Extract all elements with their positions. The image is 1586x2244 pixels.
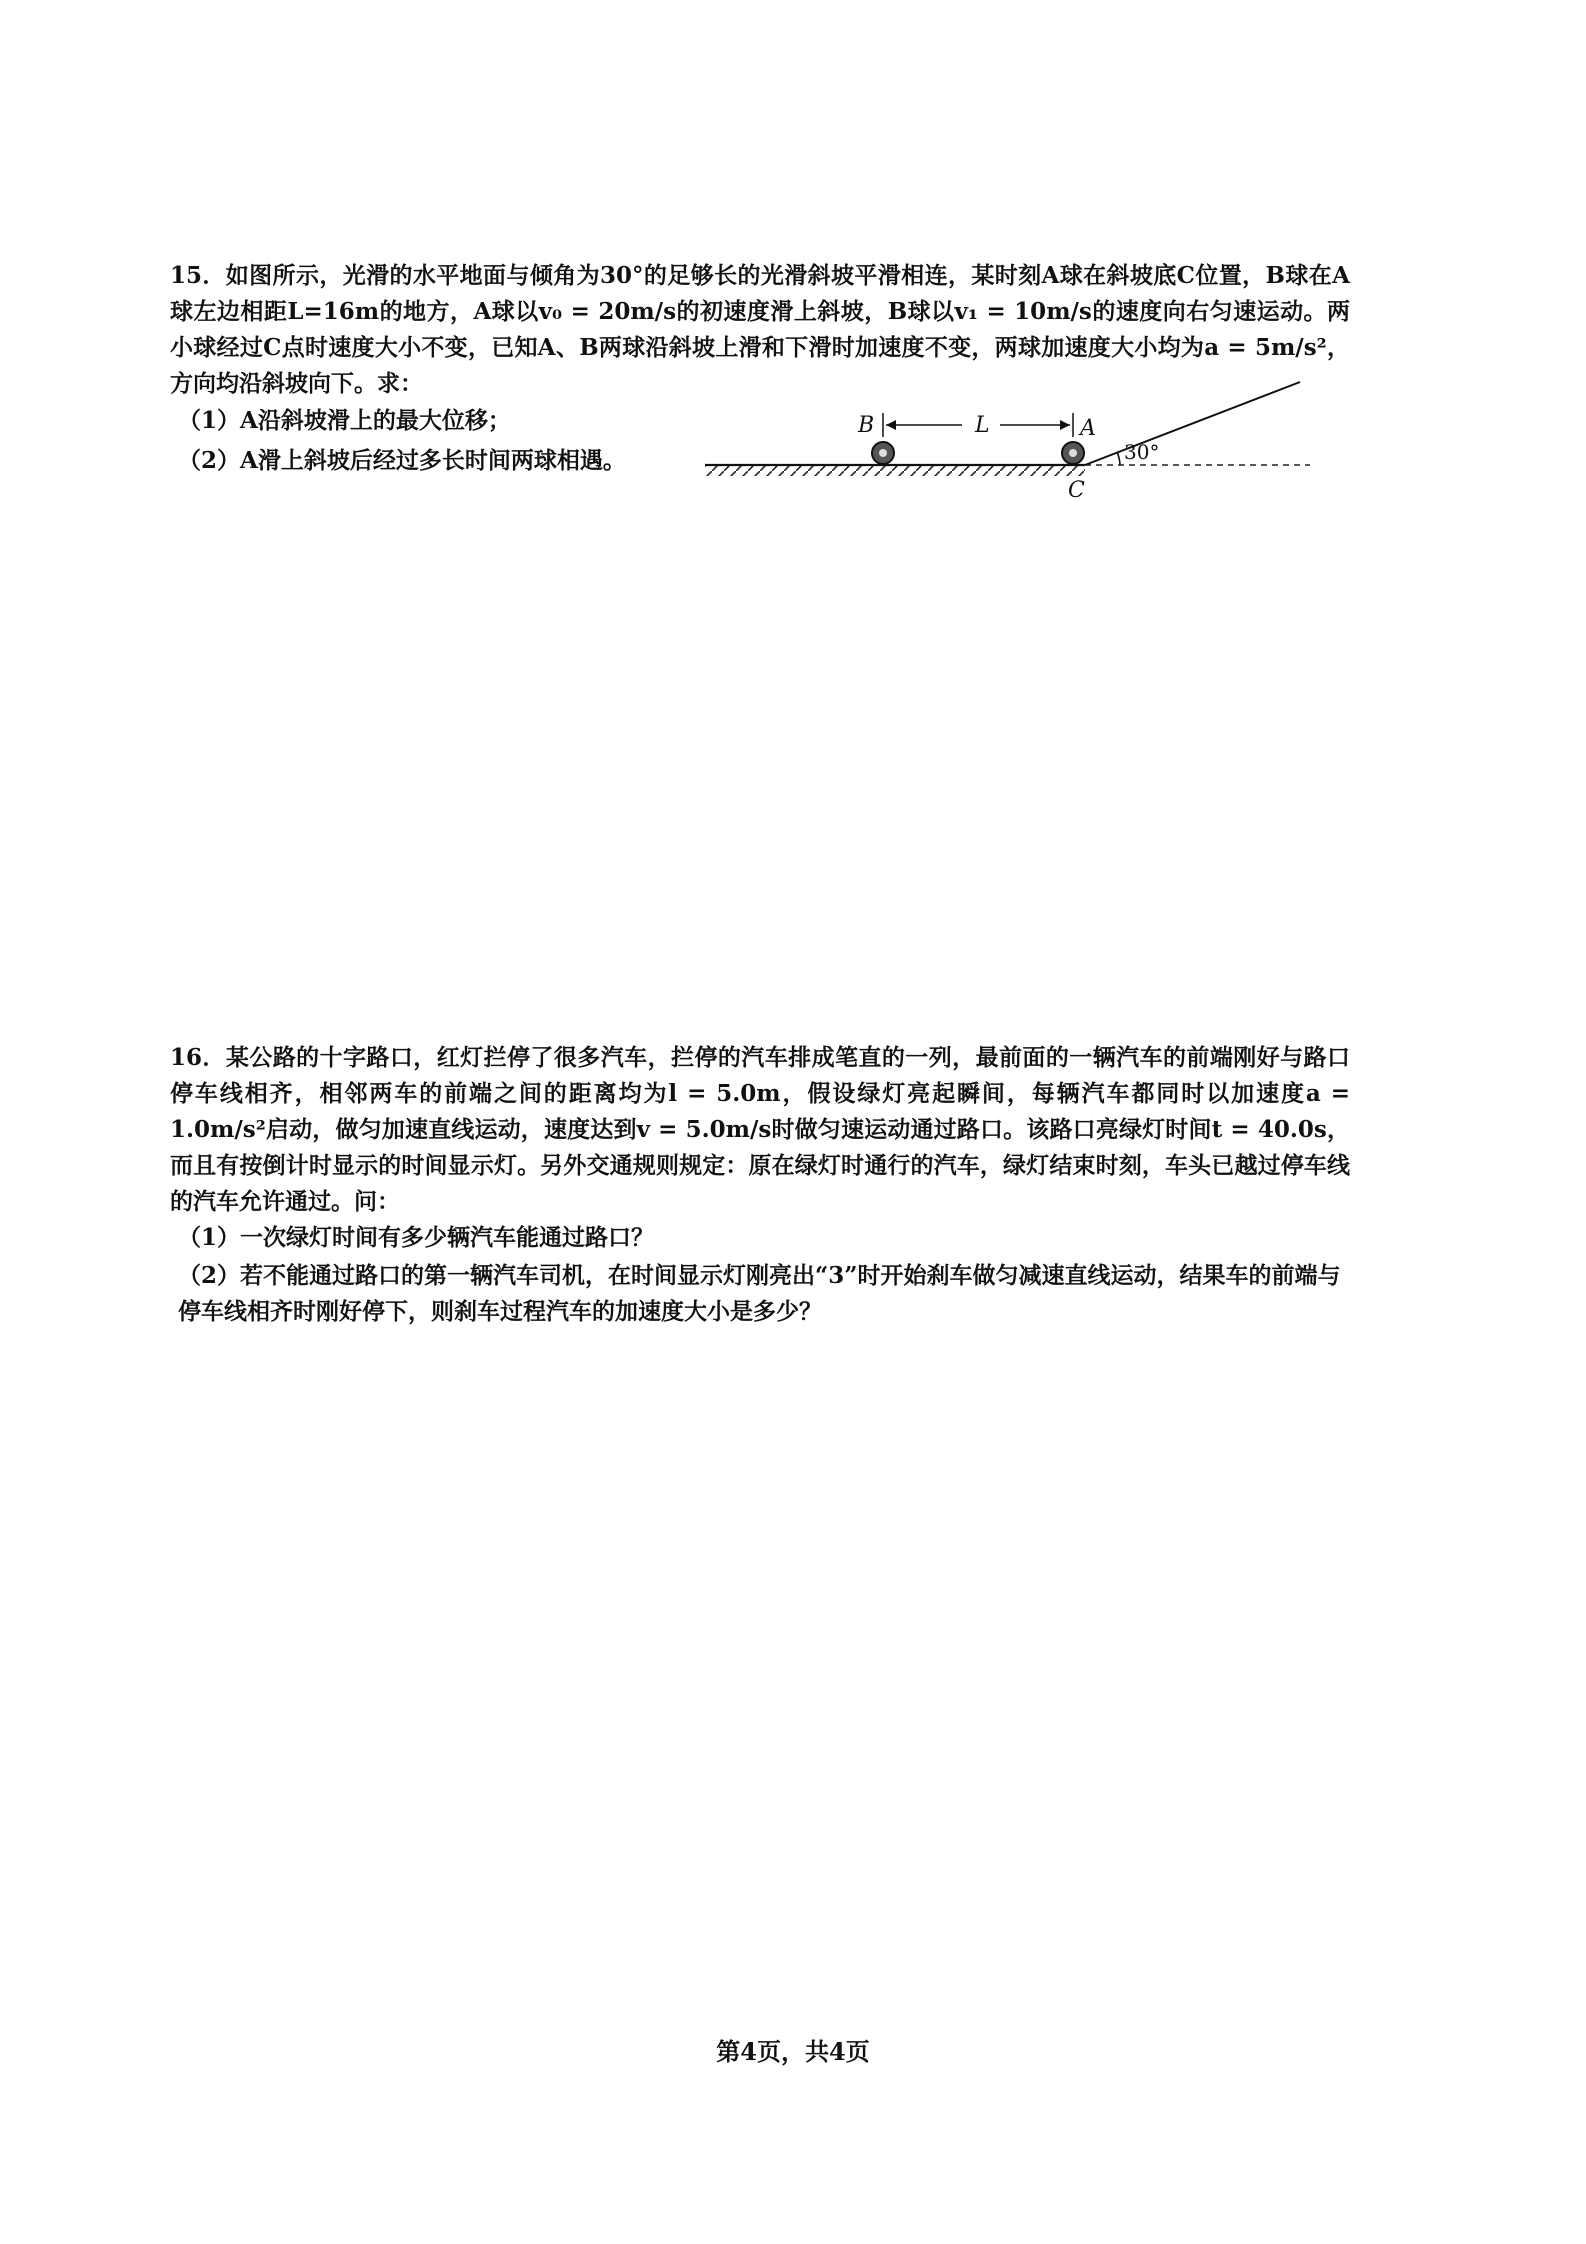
- question-15-text: 15．如图所示，光滑的水平地面与倾角为30°的足够长的光滑斜坡平滑相连，某时刻A球在斜坡底C位置，B球在A球左边相距L=16m的地方，A球以v₀ = 20m/s的初速度滑上斜坡，B球以v₁ = 10m/s的速度向右匀速运动。两小球经过C点时速度大小不变，已知A、B两球沿斜坡上滑和下滑时加速度不变，两球加速度大小均为a = 5m/s²，方向均沿斜坡向下。求：: [170, 262, 1350, 397]
- angle-arc: [1117, 452, 1120, 465]
- question-16-part-1: （1）一次绿灯时间有多少辆汽车能通过路口？: [178, 1224, 655, 1251]
- label-a: A: [1080, 416, 1096, 441]
- incline-diagram: [700, 375, 1320, 505]
- question-15-part-2: （2）A滑上斜坡后经过多长时间两球相遇。: [178, 447, 626, 474]
- label-c: C: [1068, 478, 1085, 503]
- page-number: 第4页，共4页: [716, 2037, 870, 2066]
- label-b: B: [858, 413, 875, 438]
- question-15-part-1: （1）A沿斜坡滑上的最大位移；: [178, 407, 511, 434]
- angle-label: 30°: [1124, 440, 1160, 464]
- ground-hatching: [705, 466, 1085, 476]
- label-l: L: [975, 413, 990, 438]
- question-16-part-2: （2）若不能通过路口的第一辆汽车司机，在时间显示灯刚亮出“3”时开始刹车做匀减速直线运动，结果车的前端与停车线相齐时刚好停下，则刹车过程汽车的加速度大小是多少？: [178, 1262, 1341, 1325]
- question-16-text: 16．某公路的十字路口，红灯拦停了很多汽车，拦停的汽车排成笔直的一列，最前面的一辆汽车的前端刚好与路口停车线相齐，相邻两车的前端之间的距离均为l = 5.0m，假设绿灯亮起瞬间，每辆汽车都同时以加速度a = 1.0m/s²启动，做匀加速直线运动，速度达到v = 5.0m/s时做匀速运动通过路口。该路口亮绿灯时间t = 40.0s，而且有按倒计时显示的时间显示灯。另外交通规则规定：原在绿灯时通行的汽车，绿灯结束时刻，车头已越过停车线的汽车允许通过。问：: [170, 1044, 1351, 1215]
